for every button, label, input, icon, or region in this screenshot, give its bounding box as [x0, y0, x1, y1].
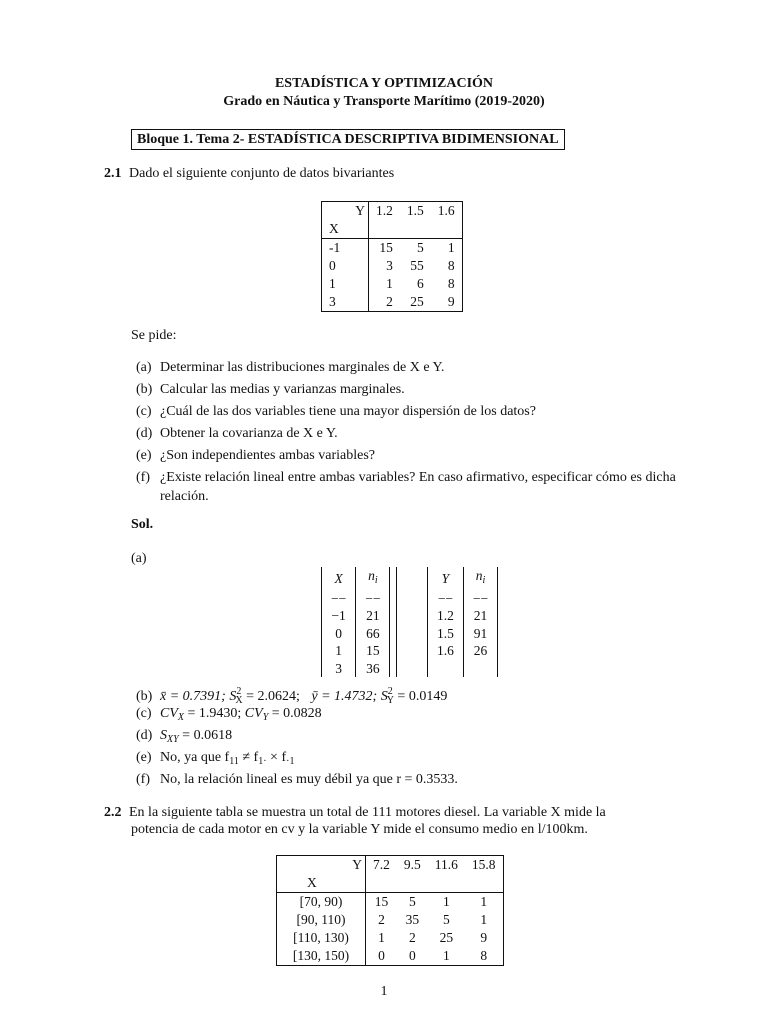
table-row [428, 642, 498, 660]
cell: 1 [378, 930, 385, 945]
cell: 2 [378, 912, 385, 927]
n-symbol: n [475, 568, 483, 583]
answer-label: (b) [136, 689, 153, 704]
cell: 3 [386, 258, 393, 273]
answer-text: No, ya que f [160, 750, 230, 765]
cell: 25 [439, 930, 454, 945]
answer-b: (b) x̄ = 0.7391; $S^2_X = 2.0624$; ȳ = 1.4732; $S^2_Y = 0.0149$ [136, 686, 448, 706]
exercise-text-line2: potencia de cada motor en cv y la variable Y mide el consumo medio en l/100km. [131, 822, 588, 837]
block-title-box [131, 132, 565, 148]
table-y-label: Y [277, 856, 366, 875]
cell: 3 [322, 660, 356, 678]
question-label: (e) [136, 448, 152, 463]
cell: 9 [480, 930, 488, 945]
cell: 9 [447, 294, 455, 309]
y-value: 15.8 [471, 857, 496, 872]
cell: 2 [386, 294, 393, 309]
solution-heading: Sol. [131, 517, 154, 532]
mean-y: ȳ = 1.4732; [311, 689, 378, 704]
exercise-number: 2.1 [104, 166, 122, 181]
cell: 15 [379, 240, 393, 255]
engine-table [276, 855, 504, 966]
cell: 21 [463, 607, 497, 625]
answer-label: (f) [136, 772, 150, 787]
row-x: 0 [322, 257, 369, 275]
n-symbol: n [368, 568, 375, 583]
cv-y-value: = 0.0828 [268, 706, 322, 721]
cell: 36 [356, 660, 390, 678]
row-x: [70, 90) [277, 893, 366, 912]
y-value: 7.2 [373, 857, 390, 872]
exercise-number: 2.2 [104, 805, 122, 820]
cell: 8 [480, 948, 488, 963]
cell: 1.5 [428, 625, 464, 643]
cell: 1 [480, 894, 488, 909]
table-row [277, 893, 504, 912]
exercise-2-1 [104, 166, 394, 182]
cell: 1 [480, 912, 488, 927]
subscript: i [374, 575, 378, 586]
var-y-value: = 0.0149 [393, 689, 448, 704]
answer-c: (c) $CV_X = 1.9430$; $CV_Y = 0.0828$ [136, 706, 322, 723]
y-value: 9.5 [403, 857, 421, 872]
cell: 25 [410, 294, 424, 309]
cov-symbol: S [160, 728, 167, 743]
table-row [428, 625, 498, 643]
cell: 1 [442, 948, 450, 963]
question-label: (c) [136, 404, 152, 419]
cv-x-value: = 1.9430; [184, 706, 245, 721]
question-text: Determinar las distribuciones marginales de X e Y. [160, 360, 445, 375]
question-b [136, 380, 696, 399]
row-x: [90, 110) [277, 911, 366, 929]
answer-label: (c) [136, 706, 152, 721]
cell: 1 [322, 642, 356, 660]
question-d [136, 424, 696, 443]
cell: 0 [408, 948, 416, 963]
document-title: ESTADÍSTICA Y OPTIMIZACIÓN [274, 76, 494, 91]
question-e [136, 446, 696, 465]
cell: 8 [447, 276, 455, 291]
question-c [136, 402, 696, 421]
answer-e: (e) No, ya que $f_{11} \ne f_{1\cdot} \times f_{\cdot 1}$ [136, 750, 295, 767]
cell: 6 [417, 276, 424, 291]
table-row [322, 660, 397, 678]
table-row [277, 929, 504, 947]
marginal-header: X [322, 567, 356, 590]
table-row [428, 607, 498, 625]
cv-symbol: CV [244, 706, 263, 721]
answer-label: (d) [136, 728, 153, 743]
subscript: i [482, 575, 486, 586]
cell: 1.6 [428, 642, 464, 660]
cell: 91 [463, 625, 497, 643]
cov-value: = 0.0618 [178, 728, 233, 743]
solution-a-label: (a) [131, 551, 147, 566]
cell: 8 [447, 258, 455, 273]
question-f [136, 468, 696, 506]
exercise-text-line1: En la siguiente tabla se muestra un total de 111 motores diesel. La variable X mide la [129, 805, 606, 820]
y-value: 1.5 [406, 203, 424, 218]
answer-text: No, la relación lineal es muy débil ya que r = 0.3533. [160, 772, 458, 787]
cell: 15 [356, 642, 390, 660]
document-subtitle: Grado en Náutica y Transporte Marítimo (2019-2020) [223, 94, 545, 109]
se-pide: Se pide: [131, 328, 177, 343]
question-label: (b) [136, 382, 153, 397]
table-x-label: X [277, 874, 366, 893]
marginal-header [463, 567, 497, 590]
var-x-value: = 2.0624; [242, 689, 300, 704]
cell: 5 [442, 912, 450, 927]
cell: 15 [374, 894, 389, 909]
cell: 2 [408, 930, 416, 945]
exercise-2-2 [104, 803, 664, 822]
table-row [322, 625, 397, 643]
question-text: ¿Cuál de las dos variables tiene una mayor dispersión de los datos? [160, 404, 536, 419]
answer-d: (d) $S_{XY} = 0.0618$ [136, 728, 233, 745]
table-row [322, 257, 463, 275]
table-row [277, 947, 504, 966]
block-title: Bloque 1. Tema 2- ESTADÍSTICA DESCRIPTIVA BIDIMENSIONAL [131, 129, 565, 150]
cell: 66 [356, 625, 390, 643]
cell: 26 [463, 642, 497, 660]
y-value: 11.6 [434, 857, 458, 872]
table-row [277, 911, 504, 929]
row-x: 3 [322, 293, 369, 312]
table-row [322, 293, 463, 312]
cell: 0 [378, 948, 385, 963]
y-value: 1.2 [376, 203, 393, 218]
marginal-header [356, 567, 390, 590]
question-text: Obtener la covarianza de X e Y. [160, 426, 338, 441]
row-x: -1 [322, 239, 369, 258]
y-value: 1.6 [437, 203, 455, 218]
row-x: [110, 130) [277, 929, 366, 947]
exercise-intro: Dado el siguiente conjunto de datos bivariantes [129, 166, 395, 181]
answer-text: ≠ f [238, 750, 259, 765]
cell: 5 [408, 894, 416, 909]
cell: 1.2 [428, 607, 464, 625]
var-symbol: S [229, 689, 237, 704]
answer-f [136, 770, 696, 789]
row-x: 1 [322, 275, 369, 293]
table-y-label: Y [322, 202, 369, 221]
question-text: ¿Existe relación lineal entre ambas variables? En caso afirmativo, especificar cómo es dicha relación. [160, 470, 676, 504]
table-row [322, 607, 397, 625]
mean-x: x̄ = 0.7391; [160, 689, 226, 704]
answer-text: × f [266, 750, 287, 765]
marginal-y-table: Y $n_i$ −− −− 1.2 21 1.5 91 1.6 26 [427, 567, 498, 677]
cv-symbol: CV [160, 706, 178, 721]
cell: 35 [405, 912, 420, 927]
question-label: (f) [136, 470, 150, 485]
question-label: (d) [136, 426, 153, 441]
page-number: 1 [380, 984, 388, 999]
cell: 1 [442, 894, 450, 909]
table-x-label: X [322, 220, 369, 239]
table-row [322, 239, 463, 258]
marginal-header: Y [428, 567, 464, 590]
cell: 55 [410, 258, 424, 273]
cell: 21 [356, 607, 390, 625]
bivariate-table [321, 201, 463, 312]
cell: 1 [386, 276, 393, 291]
question-a [136, 358, 696, 377]
cell: 0 [322, 625, 356, 643]
question-label: (a) [136, 360, 152, 375]
question-text: ¿Son independientes ambas variables? [160, 448, 375, 463]
row-x: [130, 150) [277, 947, 366, 966]
table-row [322, 642, 397, 660]
question-text: Calcular las medias y varianzas marginales. [160, 382, 405, 397]
cell: −1 [322, 607, 356, 625]
cell: 1 [447, 240, 455, 255]
answer-label: (e) [136, 750, 152, 765]
marginal-x-table: X $n_i$ −− −− −1 21 0 66 1 15 3 36 [321, 567, 397, 677]
cell: 5 [417, 240, 424, 255]
table-row [322, 275, 463, 293]
